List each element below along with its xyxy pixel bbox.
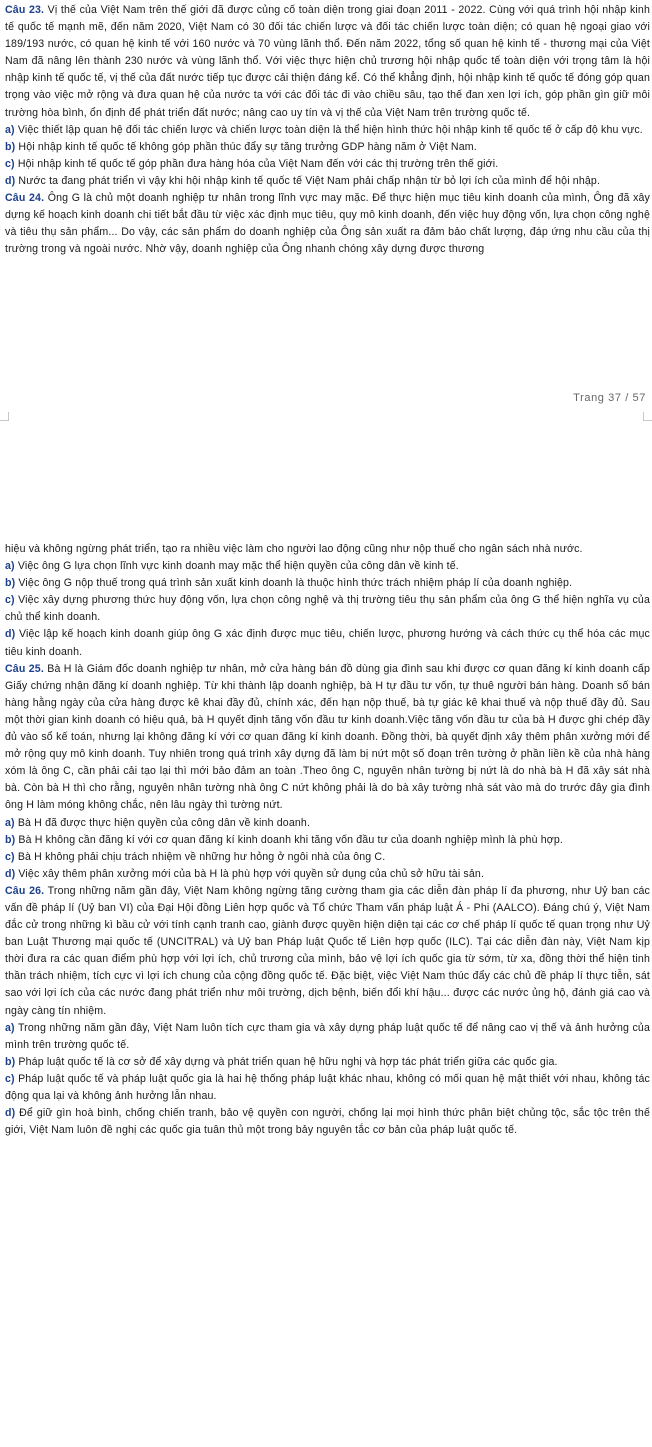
question-25-option-a: a) Bà H đã được thực hiện quyền của công dân về kinh doanh.	[5, 816, 311, 829]
page-37-content	[5, 2, 650, 258]
page-number: Trang 37 / 57	[573, 392, 646, 404]
page-37	[0, 0, 652, 420]
question-26-option-d: d) Để giữ gìn hoà bình, chống chiến tranh, bảo vệ quyền con người, chống lại mọi hình thức phân biệt chủng tộc, sắc tộc trên thế giới, Việt Nam luôn đề nghị các quốc gia tuân thủ một trong bảy nguyên tắc cơ bản của pháp luật quốc tế.	[5, 1107, 650, 1137]
question-26-stem: Câu 26. Trong những năm gần đây, Việt Nam không ngừng tăng cường tham gia các diễn đàn pháp lí đa phương, như Uỷ ban các vấn đề pháp lí (Uỷ ban VI) của Đại Hội đồng Liên hợp quốc và Tổ chức Tham vấn pháp luật Á - Phi (AALCO). Đáng chú ý, Việt Nam đắc cử trong những kì bầu cử với tính cạnh tranh cao, giành được quyền hiện diện tại các cơ chế pháp lí quốc tế quan trọng như Uỷ ban Luật Thương mại quốc tế (UNCITRAL) và Uỷ ban Pháp luật Quốc tế Liên hợp quốc (ILC). Tại các diễn đàn này, Việt Nam kịp thời đưa ra các quan điểm phù hợp với lợi ích, chủ trương của mình, bảo vệ lợi ích quốc gia từ sớm, từ xa, đồng thời thể hiện tinh thần trách nhiệm, tích cực vì lợi ích chung của cộng đồng quốc tế. Đặc biệt, việc Việt Nam thúc đẩy các chủ đề pháp lí thực tiễn, sát sao với lợi ích của các nước đang phát triển như môi trường, dịch bệnh, biến đổi khí hậu... được các nước ủng hộ, đánh giá cao và ngày càng tín nhiệm.	[5, 884, 651, 1017]
question-24-continued: hiệu và không ngừng phát triển, tạo ra nhiều việc làm cho người lao động cũng như nộp thuế cho ngân sách nhà nước.	[5, 543, 583, 555]
question-25-option-c: c) Bà H không phải chịu trách nhiệm về những hư hỏng ở ngôi nhà của ông C.	[5, 850, 386, 863]
question-25-stem: Câu 25. Bà H là Giám đốc doanh nghiệp tư nhân, mở cửa hàng bán đồ dùng gia đình sau khi được cơ quan đăng kí kinh doanh cấp Giấy chứng nhận đăng kí doanh nghiệp. Từ khi thành lập doanh nghiệp, bà H tự đầu tư vốn, tự thuê người bán hàng. Doanh số bán hàng hằng ngày của cửa hàng được kê khai đầy đủ, chính xác, đến hạn nộp thuế, bà tự giác kê khai thuế và nộp thuế đầy đủ. Sau một thời gian kinh doanh có hiệu quả, bà H quyết định tăng vốn đầu tư kinh doanh.Việc tăng vốn đầu tư của bà H được ghi chép đầy đủ vào sổ kế toán, nhưng lại không đăng kí với cơ quan đăng kí kinh doanh. Đồng thời, bà quyết định xây thêm phân xưởng mới để mở rộng quy mô kinh doanh. Tuy nhiên trong quá trình xây dựng đã làm bị nứt một số đoạn trên tường ở phần liền kề của nhà hàng xóm là ông C, cần phải cải tạo lại thì mới bảo đảm an toàn .Theo ông C, nguyên nhân tường bị nứt là do nhà bà H đã xây sát nhà bà. Còn bà H thì cho rằng, nguyên nhân tường nhà ông C nứt không phải là do bà xây tường nhà sát vào mà do trước đây gia đình ông H làm móng không chắc, nên lâu ngày thì tường nứt.	[5, 662, 650, 812]
question-25-option-d: d) Việc xây thêm phân xưởng mới của bà H là phù hợp với quyền sử dụng của chủ sở hữu tài sản.	[5, 867, 485, 880]
question-23-option-b: b) Hội nhập kinh tế quốc tế không góp phần thúc đẩy sự tăng trưởng GDP hàng năm ở Việt Nam.	[5, 140, 477, 153]
page-break-gap	[0, 420, 652, 526]
question-26-option-b: b) Pháp luật quốc tế là cơ sở để xây dựng và phát triển quan hệ hữu nghị và hợp tác phát triển giữa các quốc gia.	[5, 1055, 558, 1068]
page-corner-mark	[0, 412, 9, 421]
question-26-option-c: c) Pháp luật quốc tế và pháp luật quốc gia là hai hệ thống pháp luật khác nhau, không có mối quan hệ mật thiết với nhau, không tác động qua lại và không ảnh hưởng lẫn nhau.	[5, 1072, 650, 1102]
question-24-option-b: b) Việc ông G nộp thuế trong quá trình sản xuất kinh doanh là thuộc hình thức trách nhiệm pháp lí của doanh nghiệp.	[5, 577, 573, 590]
page-38-content	[5, 541, 650, 1139]
page-corner-mark	[643, 412, 652, 421]
question-23-stem: Câu 23. Vị thế của Việt Nam trên thế giới đã được củng cố toàn diện trong giai đoạn 2011 - 2022. Cùng với quá trình hội nhập kinh tế quốc tế mạnh mẽ, đến năm 2020, Việt Nam có 30 đối tác chiến lược và đối tác chiến lược toàn diện; có quan hệ ngoại giao với 189/193 nước, có quan hệ kinh tế với 160 nước và 70 vùng lãnh thổ. Đến năm 2022, tổng số quan hệ kinh tế - thương mại của Việt Nam đã nâng lên thành 230 nước và vùng lãnh thổ. Với việc thực hiện chủ trương hội nhập quốc tế toàn diện với trọng tâm là hội nhập kinh tế quốc tế, vị thế của đất nước tiếp tục được cải thiện đáng kể. Có thể khẳng định, hội nhập kinh tế quốc tế đóng góp quan trọng vào việc mở rộng và đưa quan hệ của nước ta với các đối tác đi vào chiều sâu, tạo thế đan xen lợi ích, góp phần gìn giữ môi trường hòa bình, ổn định để phát triển đất nước; nâng cao uy tín và vị thế của Việt Nam trên trường quốc tế.	[5, 4, 651, 119]
question-25-label: Câu 25.	[5, 662, 44, 675]
question-24-label: Câu 24.	[5, 192, 45, 205]
question-25-option-b: b) Bà H không cần đăng kí với cơ quan đăng kí kinh doanh khi tăng vốn đầu tư của doanh nghiệp mình là phù hợp.	[5, 833, 564, 846]
question-24-option-d: d) Việc lập kế hoạch kinh doanh giúp ông G xác định được mục tiêu, chiến lược, phương hướng và cách thức cụ thể hóa các mục tiêu kinh doanh.	[5, 628, 650, 658]
question-24-stem: Câu 24. Ông G là chủ một doanh nghiệp tư nhân trong lĩnh vực may mặc. Để thực hiện mục tiêu kinh doanh của mình, Ông đã xây dựng kế hoạch kinh doanh chi tiết bắt đầu từ việc xác định mục tiêu, quy mô kinh doanh, đến việc huy động vốn, lựa chọn công nghệ và tiêu thụ sản phẩm... Do vậy, các sản phẩm do doanh nghiệp của Ông sản xuất ra đảm bảo chất lượng, đáp ứng nhu cầu của thị trường trong và ngoài nước. Nhờ vậy, doanh nghiệp của Ông nhanh chóng xây dựng được thương	[5, 192, 651, 256]
question-26-option-a: a) Trong những năm gần đây, Việt Nam luôn tích cực tham gia và xây dựng pháp luật quốc tế để nâng cao vị thế và ảnh hưởng của mình trên trường quốc tế.	[5, 1021, 650, 1051]
question-23-option-a: a) Việc thiết lập quan hệ đối tác chiến lược và chiến lược toàn diện là thể hiện hình thức hội nhập kinh tế quốc tế ở cấp độ khu vực.	[5, 123, 643, 136]
question-23-label: Câu 23.	[5, 4, 45, 16]
page-38	[0, 526, 652, 1447]
question-23-option-d: d) Nước ta đang phát triển vì vậy khi hội nhập kinh tế quốc tế Việt Nam phải chấp nhận từ bỏ lợi ích của mình để hội nhập.	[5, 174, 601, 187]
question-26-label: Câu 26.	[5, 884, 45, 897]
question-24-option-a: a) Việc ông G lựa chọn lĩnh vực kinh doanh may mặc thể hiện quyền của công dân về kinh tế.	[5, 560, 459, 573]
question-24-option-c: c) Việc xây dựng phương thức huy động vốn, lựa chọn công nghệ và thị trường tiêu thụ sản phẩm của ông G thể hiện nghĩa vụ của chủ thể kinh doanh.	[5, 594, 650, 624]
question-23-option-c: c) Hội nhập kinh tế quốc tế góp phần đưa hàng hóa của Việt Nam đến với các thị trường trên thế giới.	[5, 157, 499, 170]
